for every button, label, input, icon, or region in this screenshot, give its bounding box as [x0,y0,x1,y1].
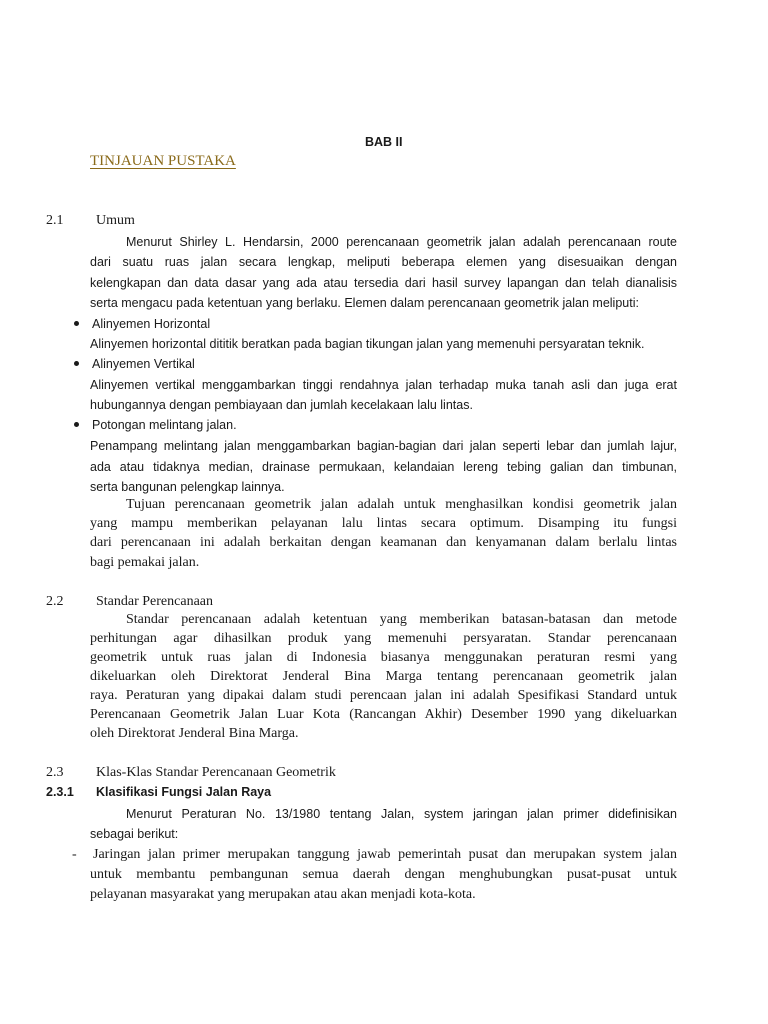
bullet-text-line: Alinyemen horizontal dititik beratkan pada bagian tikungan jalan yang memenuhi persyaratan teknik. [90,337,645,351]
bullet-text-line: ada atau tidaknya median, drainase permukaan, kelandaian lereng tebing galian dan timbunan, [90,460,677,474]
dash-item-line: untuk membantu pembangunan semua daerah dengan menghubungkan pusat-pusat untuk [90,867,677,882]
section-2-2-line: raya. Peraturan yang dipakai dalam studi perencaan jalan ini adalah Spesifikasi Standard untuk [90,688,677,703]
section-2-1-intro-line: Menurut Shirley L. Hendarsin, 2000 perencanaan geometrik jalan adalah perencanaan route [126,235,677,249]
section-2-2-line: perhitungan agar dihasilkan produk yang memenuhi persyaratan. Standar perencanaan [90,631,677,646]
bullet-dot-icon [74,321,79,326]
chapter-label: BAB II [365,135,403,149]
section-2-1-closing-line: dari perencanaan ini adalah berkaitan dengan keamanan dan kenyamanan dalam berlalu lintas [90,535,677,550]
dash-item-line: pelayanan masyarakat yang merupakan atau akan menjadi kota-kota. [90,887,476,902]
section-2-2-line: Perencanaan Geometrik Jalan Luar Kota (Rancangan Akhir) Desember 1990 yang dikeluarkan [90,707,677,722]
bullet-dot-icon [74,361,79,366]
section-2-1-closing-line: bagi pemakai jalan. [90,555,200,570]
section-2-2-number: 2.2 [46,594,64,609]
section-2-3-number: 2.3 [46,765,64,780]
section-2-3-1-line: Menurut Peraturan No. 13/1980 tentang Jalan, system jaringan jalan primer didefinisikan [126,807,677,821]
bullet-dot-icon [74,422,79,427]
dash-marker: - [72,847,77,862]
section-2-1-closing-line: yang mampu memberikan pelayanan lalu lintas secara optimum. Disamping itu fungsi [90,516,677,531]
section-2-2-line: dikeluarkan oleh Direktorat Jenderal Bina Marga tentang perencanaan geometrik jalan [90,669,677,684]
section-2-1-intro-line: dari suatu ruas jalan secara lengkap, meliputi beberapa elemen yang disesuaikan dengan [90,255,677,269]
bullet-text-line: Penampang melintang jalan menggambarkan bagian-bagian dari jalan seperti lebar dan jumlah lajur, [90,439,677,453]
dash-item-line: Jaringan jalan primer merupakan tanggung jawab pemerintah pusat dan merupakan system jalan [93,847,677,862]
section-2-2-line: Standar perencanaan adalah ketentuan yang memberikan batasan-batasan dan metode [126,612,677,627]
bullet-text-line: serta bangunan pelengkap lainnya. [90,480,285,494]
section-2-2-line: geometrik untuk ruas jalan di Indonesia biasanya menggunakan peraturan resmi yang [90,650,677,665]
section-2-1-intro-line: kelengkapan dan data dasar yang ada atau tersedia dari hasil survey lapangan dan telah dianalisis [90,276,677,290]
section-2-1-number: 2.1 [46,213,64,228]
section-2-1-title: Umum [96,213,135,228]
section-2-2-line: oleh Direktorat Jenderal Bina Marga. [90,726,299,741]
section-2-1-intro-line: serta mengacu pada ketentuan yang berlaku. Elemen dalam perencanaan geometrik jalan meliputi: [90,296,639,310]
bullet-title-horizontal: Alinyemen Horizontal [92,317,211,331]
section-2-3-1-number: 2.3.1 [46,785,74,799]
bullet-text-line: hubungannya dengan pembiayaan dan jumlah kecelakaan lalu lintas. [90,398,473,412]
section-2-3-title: Klas-Klas Standar Perencanaan Geometrik [96,765,336,780]
bullet-title-vertikal: Alinyemen Vertikal [92,357,195,371]
section-2-2-title: Standar Perencanaan [96,594,213,609]
section-2-3-1-line: sebagai berikut: [90,827,179,841]
chapter-subtitle: TINJAUAN PUSTAKA [90,153,236,169]
bullet-title-potongan: Potongan melintang jalan. [92,418,237,432]
bullet-text-line: Alinyemen vertikal menggambarkan tinggi rendahnya jalan terhadap muka tanah asli dan juga erat [90,378,677,392]
section-2-3-1-title: Klasifikasi Fungsi Jalan Raya [96,785,272,799]
section-2-1-closing-line: Tujuan perencanaan geometrik jalan adalah untuk menghasilkan kondisi geometrik jalan [126,497,677,512]
